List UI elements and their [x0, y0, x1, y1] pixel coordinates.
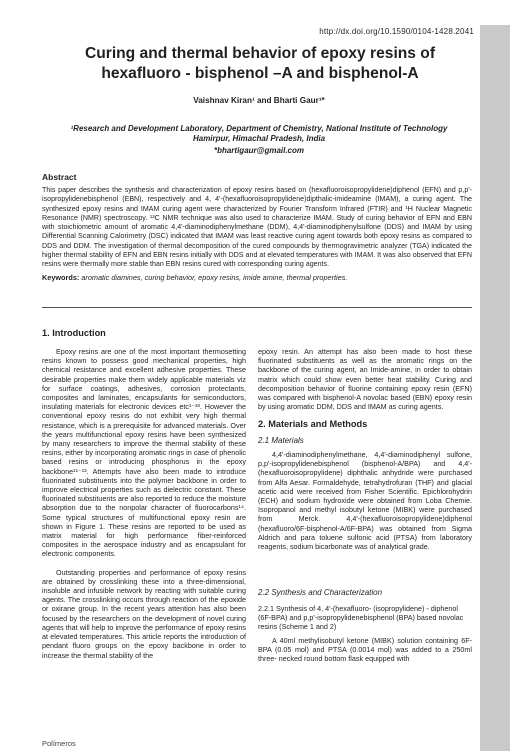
authors: Vaishnav Kiran¹ and Bharti Gaur¹*: [193, 96, 325, 105]
synthesis-subheading: 2.2.1 Synthesis of 4, 4'-(hexafluoro- (isopropylidene) - diphenol (6F-BPA) and p,p'-isopropylidenebisphenol (BPA) based novolac resins (Scheme 1 and 2): [258, 604, 464, 632]
contact-email[interactable]: *bhartigaur@gmail.com: [213, 146, 305, 155]
synthesis-text: A 40ml methylisobutyl ketone (MIBK) solution containing 6F-BPA (0.05 mol) and PTSA (0.0014 mol) was added to a 250ml three- necked round bottom flask equipped with: [258, 636, 472, 664]
affiliation: [44, 124, 474, 144]
intro-paragraph-1: Epoxy resins are one of the most important thermosetting resins known to possess good mechanical properties, high chemical resistance and excellent adhesive properties. These desirable properties make them widely applicable materials viz for surface coatings, adhesives, corrosion protectants, composites and laminates, encapsulants for semiconductors, insulating materials for electronic devices etc¹⁻³³. However the conventional epoxy resins do not exhibit very high thermal resistance, which is a prerequisite for advanced materials. Over the years multifunctional epoxy resins have been synthesized by many researchers to improve the thermal stability of these resins, either by incorporating aromatic rings in case of phenolic based resins or introducing phosphorus in the epoxy backbone¹¹⁻¹³. Attempts have also been made to introduce fluorinated substituents into the polymer backbone in order to improve electrical properties such as dielectric constant. These fluorinated substituents are also reported to reduce the moisture absorption due to the nonpolar character of fluorocarbons¹⁴. Some typical structures of multifunctional epoxy resin are shown in Figure 1. These resins are reported to be used as matrix material for high performance fiber-reinforced composites in the aerospace industry and as encapsulant for electronic components.: [42, 347, 246, 559]
journal-footer: Polímeros: [42, 739, 76, 748]
affiliation-line-1: ¹Research and Development Laboratory, Department of Chemistry, National Institute of Technology: [70, 124, 448, 133]
abstract-heading: Abstract: [42, 172, 77, 182]
keywords: [42, 273, 472, 282]
doi-link[interactable]: http://dx.doi.org/10.1590/0104-1428.2041: [319, 27, 474, 36]
divider: [42, 307, 472, 308]
margin-band: [480, 25, 510, 751]
affiliation-line-2: Hamirpur, Himachal Pradesh, India: [192, 134, 326, 143]
keywords-label: Keywords:: [42, 273, 80, 282]
synthesis-heading: 2.2 Synthesis and Characterization: [258, 588, 383, 597]
left-column: [42, 347, 246, 660]
intro-paragraph-2: Outstanding properties and performance of epoxy resins are obtained by crosslinking these into a three-dimensional, insoluble and infusible network by reacting with suitable curing agents. The crosslinking occurs through reaction of the epoxide or oxirane group. In the recent years attention has also been focused by the researchers on the development of novel curing agents that will help to improve the performance of epoxy resins at elevated temperatures. This article reports the introduction of pendant fluoro groups on the epoxy backbone in order to increase the thermal stability of the: [42, 567, 246, 660]
keywords-list: aromatic diamines, curing behavior, epoxy resins, imide amine, thermal properties.: [81, 273, 348, 282]
materials-text: 4,4'-diaminodiphenylmethane, 4,4'-diaminodiphenyl sulfone, p,p'-isopropylidenebisphenol (bisphenol-A/BPA) and 4,4'-(hexafluoroisopropylidene) diphthalic anhydride were purchased from Alfa Aesar. Formaldehyde, tetrahydrofuran (THF) and glacial acetic acid were received from Fisher Scientific. Epichlorohydrin (ECH) and sodium hydroxide were obtained from Loba Chemie. Isopropanol and methyl isobutyl ketone (MIBK) were purchased from Merck. 4,4'-(hexafluoroisopropylidene)diphenol (hexafluoro/6F-bisphenol-A/6F-BPA) was obtained from Sigma Aldrich and para toluene sulfonic acid (PTSA) from laboratory reagents, sodium bicarbonate was of analytical grade.: [258, 450, 472, 552]
materials-heading: 2.1 Materials: [258, 436, 304, 445]
section-2-heading: 2. Materials and Methods: [258, 419, 368, 429]
intro-paragraph-3: epoxy resin. An attempt has also been made to host these fluorinated substituents as well as the aromatic rings on the backbone of the curing agent, an Imide-amine, in order to obtain matrix which could show even better heat stability. Curing and decomposition behavior of fluorine containing epoxy resin (EFN) was compared with bisphenol-A novolac based (EBN) epoxy resin by using aromatic DDM, DDS and IMAM as curing agents.: [258, 347, 472, 412]
section-1-heading: 1. Introduction: [42, 328, 106, 338]
paper-title: Curing and thermal behavior of epoxy resins of hexafluoro - bisphenol –A and bisphenol-A: [84, 45, 436, 82]
abstract-text: This paper describes the synthesis and characterization of epoxy resins based on (hexafluoroisopropylidene)diphenol (EFN) and p,p'-isopropylidenebisphenol (EBN), respectively and 4, 4'-(hexafluoroisopropylidene)dipthalic-imideamine (IMAM), a curing agent. The synthesized epoxy resins and IMAM curing agent were characterized by Fourier Transform Infrared (FTIR) and ¹H Nuclear Magnetic Resonance (NMR) spectroscopy. ¹³C NMR technique was also used to characterize IMAM. Study of curing behavior of EFN and EBN with stoichiometric amount of aromatic 4,4'-diaminodiphenylmethane (DDM), 4,4'-diaminodiphenylsulfone (DDS) and IMAM by using Differential Scanning Calorimetry (DSC) indicated that IMAM was least reactive curing agent towards both epoxy resins as compared to DDS and DDM. The investigation of thermal decomposition of the cured compounds by thermogravimetric analyzer (TGA) indicated the higher thermal stability of EFN and EBN resins initially with DDS and at elevated temperatures with IMAM. It was also observed that EFN resins were thermally more stable than EBN resins cured with corresponding curing agents.: [42, 186, 472, 269]
